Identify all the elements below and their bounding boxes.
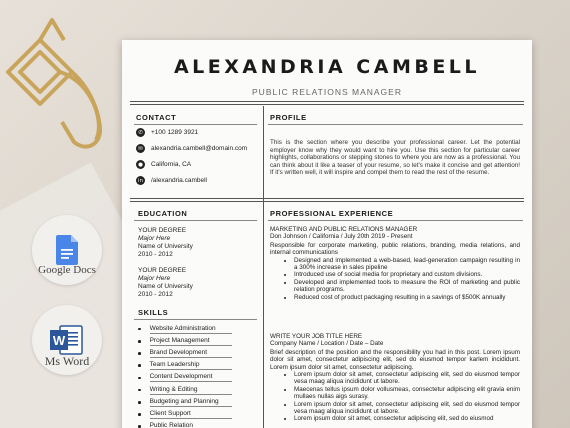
experience-heading: PROFESSIONAL EXPERIENCE <box>270 209 394 218</box>
job-bullet: • Lorem ipsum dolor sit amet, consectetur adipiscing elit, sed do eiusmod tempor vesa maag aliqua incididunt ut labore. <box>294 401 520 416</box>
education-underline <box>134 220 257 221</box>
skill-item: Brand Development <box>138 347 232 359</box>
edu-school: Name of University <box>138 283 193 290</box>
skills-list <box>138 323 232 428</box>
skill-item: Project Management <box>138 335 232 347</box>
job-title: WRITE YOUR JOB TITLE HERE <box>270 333 363 340</box>
google-docs-label: Google Docs <box>38 264 96 276</box>
column-divider <box>263 106 264 428</box>
edu-degree: YOUR DEGREE <box>138 267 187 274</box>
email-text[interactable]: alexandria.cambell@domain.com <box>151 145 248 152</box>
job-bullet: • Maecenas tellus ipsum dolor vollusmeas, consectetur adipiscing elit gravia enim mullaes nullas aigs surasy. <box>294 386 520 401</box>
education-entry <box>138 227 193 259</box>
job-company: Don Johnson / California / July 20th 2019 - Present <box>270 233 413 241</box>
linkedin-icon: in <box>137 177 143 184</box>
edu-years: 2010 - 2012 <box>138 251 173 258</box>
resume-document <box>122 40 532 428</box>
skill-item: Website Administration <box>138 323 232 335</box>
resume-name: ALEXANDRIA CAMBELL <box>173 56 481 78</box>
edu-major: Major Here <box>138 275 171 282</box>
education-entry <box>138 267 193 299</box>
skill-item: Budgeting and Planning <box>138 396 232 408</box>
word-letter: W <box>52 333 66 348</box>
edu-years: 2010 - 2012 <box>138 291 173 298</box>
contact-heading: CONTACT <box>136 113 177 122</box>
phone-text: +100 1289 3921 <box>151 129 199 136</box>
experience-entry <box>270 333 520 423</box>
skills-underline <box>134 319 257 320</box>
skill-item: Content Development <box>138 372 232 384</box>
skill-item: Team Leadership <box>138 360 232 372</box>
job-title: MARKETING AND PUBLIC RELATIONS MANAGER <box>270 226 418 233</box>
skill-item: Client Support <box>138 408 232 420</box>
edu-school: Name of University <box>138 243 193 250</box>
job-summary: Responsible for corporate marketing, public relations, branding, media relations, and internal communications <box>270 241 520 257</box>
profile-heading: PROFILE <box>270 113 307 122</box>
job-bullets <box>294 371 520 423</box>
ms-word-label: Ms Word <box>44 354 90 368</box>
edu-major: Major Here <box>138 235 171 242</box>
job-company: Company Name / Location / Date – Date <box>270 340 384 348</box>
skills-heading: SKILLS <box>138 308 169 317</box>
skill-item: Public Relation <box>138 421 232 428</box>
job-bullet: • Designed and implemented a web-based, lead-generation campaign resulting in a 300% increase in sales pipeline <box>294 257 520 272</box>
divider-top <box>130 101 524 102</box>
contact-phone <box>136 128 198 137</box>
binder-clip-image <box>0 10 120 160</box>
experience-underline <box>268 220 523 221</box>
location-text: California, CA <box>151 161 192 168</box>
edu-degree: YOUR DEGREE <box>138 227 187 234</box>
job-bullet: • Lorem ipsum dolor sit amet, consectetur adipiscing elit, sed do eiusmod tempor vesa maag aliqua incididunt ut labore. <box>294 371 520 386</box>
divider-top-2 <box>130 104 524 105</box>
email-icon: ✉ <box>136 144 145 153</box>
phone-icon: ✆ <box>136 128 145 137</box>
contact-email[interactable] <box>136 144 247 153</box>
job-bullet: • Lorem ipsum dolor sit amet, consectetur adipiscing elit, sed do eiusmod <box>294 415 520 422</box>
profile-underline <box>268 124 523 125</box>
job-bullet: • Developed and implemented tools to measure the ROI of marketing and public relation programs. <box>294 279 520 294</box>
skill-item: Writing & Editing <box>138 384 232 396</box>
divider-middle <box>130 198 524 199</box>
location-pin-icon: ● <box>136 160 145 169</box>
resume-job-title: PUBLIC RELATIONS MANAGER <box>252 87 402 97</box>
linkedin-text[interactable]: /alexandria.cambell <box>151 177 208 184</box>
ms-word-icon <box>50 324 84 356</box>
education-heading: EDUCATION <box>138 209 188 218</box>
job-bullets <box>294 257 520 301</box>
profile-text: This is the section where you describe your professional career. Let the potential employer know why they would want to hire you. Use this section for particular career highlights, collaborations or stepping stones to where you are now as a professional. You can think about it like a teaser of your resume, so let's make it concise and get attention! If it's written well, it will inspire and compel them to read the rest of the resume. <box>270 139 520 177</box>
job-bullet: • Introduced use of social media for proprietary and custom divisions. <box>294 271 520 278</box>
contact-linkedin[interactable] <box>136 176 207 185</box>
job-bullet: • Reduced cost of product packaging resulting in a savings of $500K annually <box>294 294 520 301</box>
divider-middle-2 <box>130 201 524 202</box>
contact-underline <box>134 124 257 125</box>
contact-location <box>136 160 191 169</box>
google-docs-icon <box>56 235 78 265</box>
job-summary: Brief description of the position and the responsibility you had in this post. Lorem ipsum dolor sit amet, consectetur adipiscing elit, sed do eiusmod tempor karlem incididunt. Lorem ipsum dolor sit amet, consectetur adipiscing. <box>270 348 520 371</box>
experience-entry <box>270 226 520 301</box>
